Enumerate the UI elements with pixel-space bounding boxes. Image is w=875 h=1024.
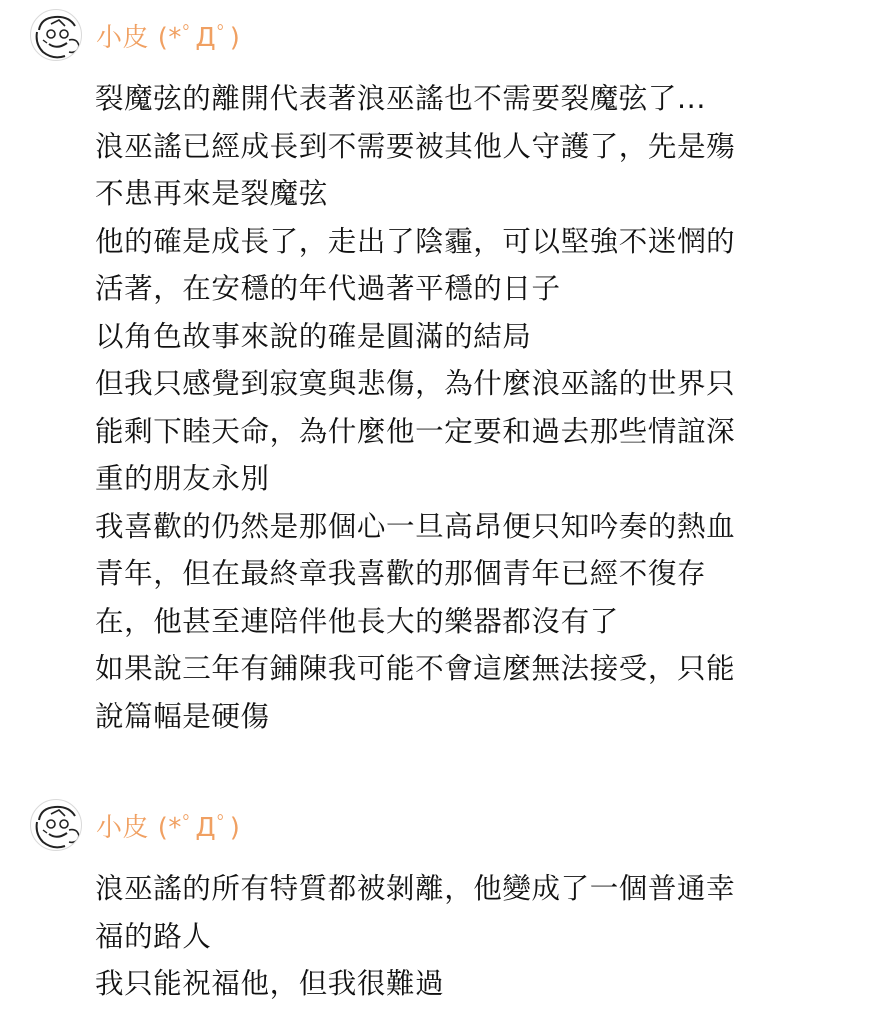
comment-line: 不患再來是裂魔弦 [95,177,328,210]
username[interactable]: 小皮 (*ﾟДﾟ) [96,812,241,843]
comment-line: 青年，但在最終章我喜歡的那個青年已經不復存 [95,557,707,590]
comment-body [95,865,845,1008]
comment-line: 重的朋友永別 [95,462,270,495]
comment-header [30,797,240,853]
comment-body [95,75,845,740]
comment-line: 活著，在安穩的年代過著平穩的日子 [95,272,561,305]
comment-line: 浪巫謠已經成長到不需要被其他人守護了，先是殤 [95,129,736,163]
comment-line: 如果說三年有鋪陳我可能不會這麼無法接受，只能 [95,652,736,685]
comment-line: 能剩下睦天命，為什麼他一定要和過去那些情誼深 [95,414,736,448]
comment-line: 裂魔弦的離開代表著浪巫謠也不需要裂魔弦了... [95,82,706,115]
cartoon-face-icon [31,800,82,851]
comment-line: 但我只感覺到寂寞與悲傷，為什麼浪巫謠的世界只 [95,367,736,400]
comment-header [30,7,240,63]
comment-line: 他的確是成長了，走出了陰霾，可以堅強不迷惘的 [95,224,736,258]
cartoon-face-icon [31,10,82,61]
avatar[interactable] [30,799,82,851]
comment-line: 浪巫謠的所有特質都被剝離，他變成了一個普通幸 [95,872,736,905]
comment-line: 在，他甚至連陪伴他長大的樂器都沒有了 [95,604,619,638]
avatar[interactable] [30,9,82,61]
comment-line: 我喜歡的仍然是那個心一旦高昂便只知吟奏的熱血 [95,509,736,543]
comment-line: 福的路人 [95,919,212,953]
comment-line: 我只能祝福他，但我很難過 [95,967,445,1000]
username[interactable]: 小皮 (*ﾟДﾟ) [96,22,241,53]
comment-line: 說篇幅是硬傷 [95,699,270,733]
comment-line: 以角色故事來說的確是圓滿的結局 [95,319,532,353]
